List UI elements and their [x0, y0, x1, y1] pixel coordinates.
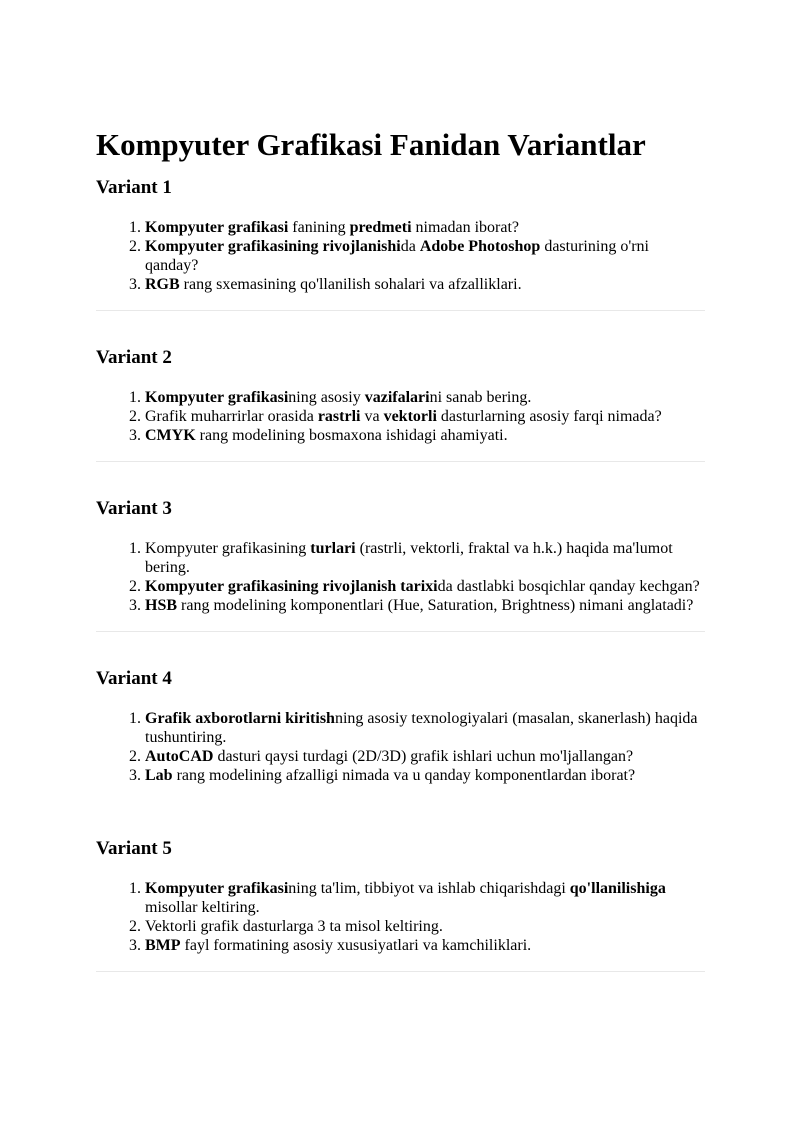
- question-text: rang modelining komponentlari (Hue, Saturation, Brightness) nimani anglatadi?: [177, 597, 694, 614]
- sections-container: [96, 176, 705, 972]
- question-text-bold: Adobe Photoshop: [419, 238, 541, 255]
- question-text-bold: Kompyuter grafikasi: [145, 880, 289, 897]
- question-text: ning asosiy: [288, 389, 365, 406]
- question-list: [96, 539, 705, 615]
- section-divider: [96, 310, 705, 311]
- variant-section: [96, 837, 705, 972]
- question-item: [145, 388, 705, 407]
- question-item: [145, 936, 705, 955]
- question-text-bold: turlari: [310, 540, 356, 557]
- question-item: [145, 218, 705, 237]
- question-item: [145, 766, 705, 785]
- question-list: [96, 388, 705, 445]
- question-text-bold: predmeti: [349, 219, 412, 236]
- question-text: dasturlarning asosiy farqi nimada?: [436, 408, 662, 425]
- question-list: [96, 879, 705, 955]
- variant-section: [96, 176, 705, 311]
- variant-heading: Variant 1: [96, 177, 172, 198]
- question-text: va: [360, 408, 384, 425]
- question-text: ni sanab bering.: [429, 389, 532, 406]
- question-text: dasturining o'rni qanday?: [145, 238, 649, 274]
- question-text-bold: qo'llanilishiga: [569, 880, 666, 897]
- question-item: [145, 879, 705, 917]
- variant-section: [96, 497, 705, 632]
- question-text: dasturi qaysi turdagi (2D/3D) grafik ishlari uchun mo'ljallangan?: [213, 748, 634, 765]
- variant-heading: Variant 4: [96, 668, 172, 689]
- question-text-bold: rastrli: [317, 408, 361, 425]
- variant-heading: Variant 5: [96, 838, 172, 859]
- variant-section: [96, 346, 705, 462]
- question-text: rang sxemasining qo'llanilish sohalari va afzalliklari.: [179, 276, 522, 293]
- question-item: [145, 275, 705, 294]
- question-text-bold: Kompyuter grafikasining rivojlanishi: [145, 238, 401, 255]
- question-text: nimadan iborat?: [411, 219, 520, 236]
- question-item: [145, 539, 705, 577]
- question-item: [145, 596, 705, 615]
- question-text: ning ta'lim, tibbiyot va ishlab chiqarishdagi: [288, 880, 570, 897]
- variant-heading: Variant 3: [96, 498, 172, 519]
- question-item: [145, 426, 705, 445]
- question-text-bold: Kompyuter grafikasi: [145, 219, 289, 236]
- variant-heading: Variant 2: [96, 347, 172, 368]
- question-text-bold: Lab: [145, 767, 173, 784]
- question-text: rang modelining afzalligi nimada va u qanday komponentlardan iborat?: [172, 767, 636, 784]
- question-item: [145, 747, 705, 766]
- question-text: Vektorli grafik dasturlarga 3 ta misol keltiring.: [145, 918, 443, 935]
- question-text: fanining: [288, 219, 350, 236]
- question-text: fayl formatining asosiy xususiyatlari va kamchiliklari.: [180, 937, 532, 954]
- question-text-bold: Grafik axborotlarni kiritish: [145, 710, 335, 727]
- question-item: [145, 709, 705, 747]
- section-divider: [96, 631, 705, 632]
- question-text-bold: vektorli: [383, 408, 437, 425]
- question-list: [96, 709, 705, 785]
- question-text: Grafik muharrirlar orasida: [145, 408, 318, 425]
- question-text-bold: AutoCAD: [145, 748, 214, 765]
- question-text-bold: vazifalari: [364, 389, 430, 406]
- question-text-bold: BMP: [145, 937, 181, 954]
- question-item: [145, 407, 705, 426]
- question-list: [96, 218, 705, 294]
- question-text: Kompyuter grafikasining: [145, 540, 311, 557]
- question-text: ning asosiy texnologiyalari (masalan, skanerlash) haqida tushuntiring.: [145, 710, 698, 746]
- question-text: rang modelining bosmaxona ishidagi ahamiyati.: [195, 427, 508, 444]
- question-text-bold: Kompyuter grafikasi: [145, 389, 289, 406]
- question-item: [145, 237, 705, 275]
- variant-section: [96, 667, 705, 802]
- question-item: [145, 917, 705, 936]
- question-text-bold: HSB: [145, 597, 178, 614]
- question-text: da dastlabki bosqichlar qanday kechgan?: [437, 578, 700, 595]
- question-text-bold: Kompyuter grafikasining rivojlanish tarixi: [145, 578, 438, 595]
- question-text: misollar keltiring.: [145, 899, 260, 916]
- question-item: [145, 577, 705, 596]
- question-text: da: [400, 238, 420, 255]
- question-text: (rastrli, vektorli, fraktal va h.k.) haqida ma'lumot bering.: [145, 540, 673, 576]
- section-divider: [96, 971, 705, 972]
- page-title: Kompyuter Grafikasi Fanidan Variantlar: [96, 127, 646, 162]
- question-text-bold: RGB: [145, 276, 180, 293]
- question-text-bold: CMYK: [145, 427, 196, 444]
- section-divider: [96, 461, 705, 462]
